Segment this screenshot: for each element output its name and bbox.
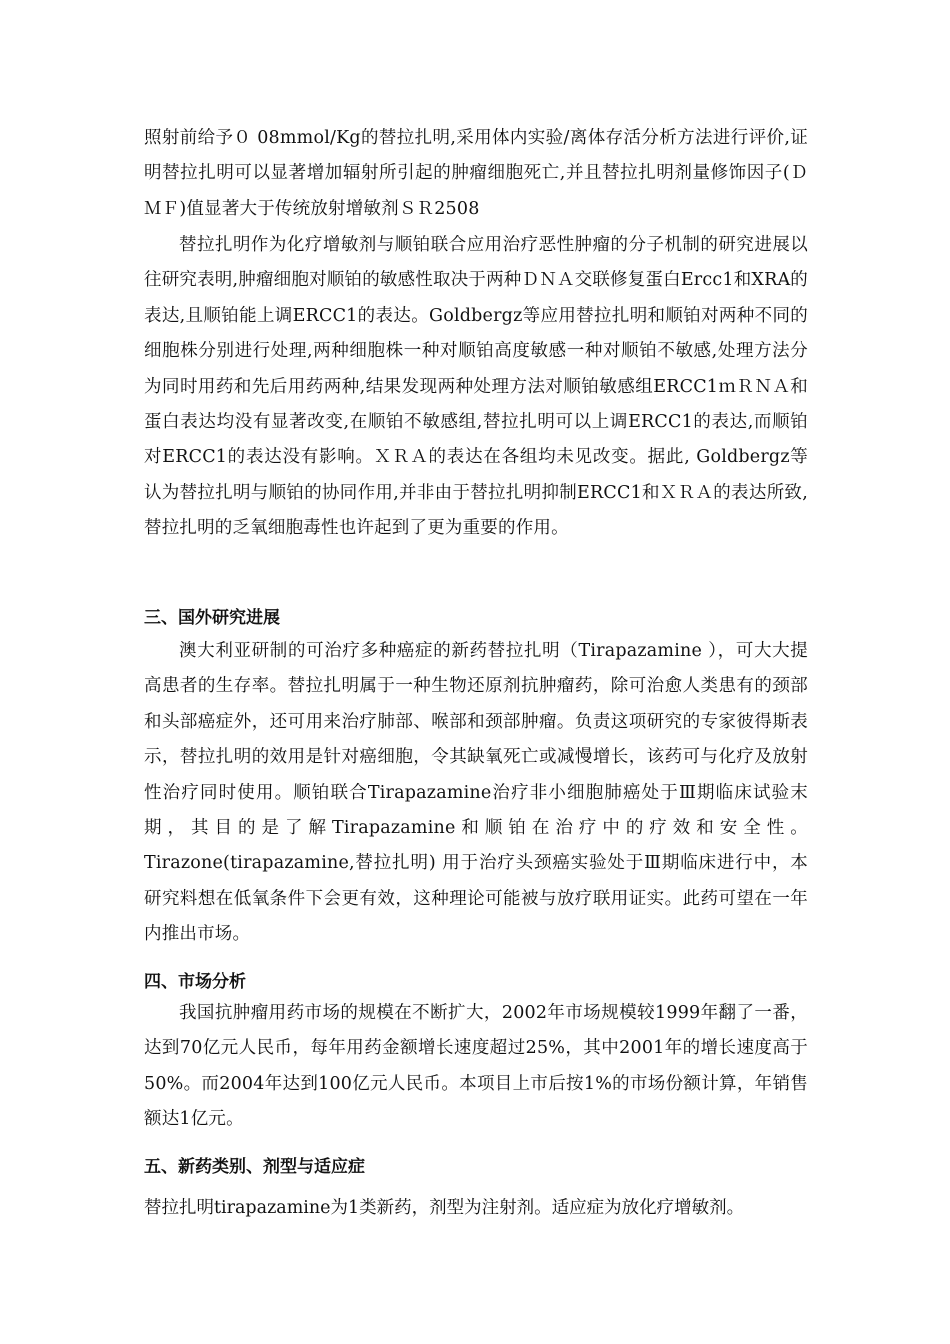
section-heading-market-analysis: 四、市场分析 [144,972,246,992]
paragraph-foreign-research: 澳大利亚研制的可治疗多种癌症的新药替拉扎明（Tirapazamine ），可大大提高患者的生存率。替拉扎明属于一种生物还原剂抗肿瘤药，除可治愈人类患有的颈部和头部癌症外，还可用来治疗肺部、喉部和颈部肿瘤。负责这项研究的专家彼得斯表示，替拉扎明的效用是针对癌细胞，令其缺氧死亡或减慢增长，该药可与化疗及放射性治疗同时使用。顺铂联合Tirapazamine治疗非小细胞肺癌处于Ⅲ期临床试验末期，其目的是了解Tirapazamine和顺铂在治疗中的疗效和安全性。 Tirazone(tirapazamine,替拉扎明) 用于治疗头颈癌实验处于Ⅲ期临床进行中，本研究料想在低氧条件下会更有效，这种理论可能被与放疗联用证实。此药可望在一年内推出市场。 [144,641,808,945]
section-heading-drug-category: 五、新药类别、剂型与适应症 [144,1157,365,1177]
section-heading-foreign-research: 三、国外研究进展 [144,608,280,628]
paragraph-dmf-intro: 照射前给予０ 08mmol/Kg的替拉扎明,采用体内实验/离体存活分析方法进行评价,证明替拉扎明可以显著增加辐射所引起的肿瘤细胞死亡,并且替拉扎明剂量修饰因子(ＤＭＦ)值显著大于传统放射增敏剂ＳＲ2508 [144,128,808,219]
paragraph-cisplatin-mechanism: 替拉扎明作为化疗增敏剂与顺铂联合应用治疗恶性肿瘤的分子机制的研究进展以往研究表明,肿瘤细胞对顺铂的敏感性取决于两种ＤＮＡ交联修复蛋白Ercc1和XRA的表达,且顺铂能上调ERCC1的表达。Goldbergz等应用替拉扎明和顺铂对两种不同的细胞株分别进行处理,两种细胞株一种对顺铂高度敏感一种对顺铂不敏感,处理方法分为同时用药和先后用药两种,结果发现两种处理方法对顺铂敏感组ERCC1ｍＲＮＡ和蛋白表达均没有显著改变,在顺铂不敏感组,替拉扎明可以上调ERCC1的表达,而顺铂对ERCC1的表达没有影响。ＸＲＡ的表达在各组均未见改变。据此, Goldbergz等认为替拉扎明与顺铂的协同作用,并非由于替拉扎明抑制ERCC1和ＸＲＡ的表达所致,替拉扎明的乏氧细胞毒性也许起到了更为重要的作用。 [144,235,808,539]
paragraph-market-analysis: 我国抗肿瘤用药市场的规模在不断扩大，2002年市场规模较1999年翻了一番，达到70亿元人民币，每年用药金额增长速度超过25%，其中2001年的增长速度高于50%。而2004年达到100亿元人民币。本项目上市后按1%的市场份额计算，年销售额达1亿元。 [144,1003,808,1130]
paragraph-drug-category: 替拉扎明tirapazamine为1类新药，剂型为注射剂。适应症为放化疗增敏剂。 [144,1198,745,1218]
